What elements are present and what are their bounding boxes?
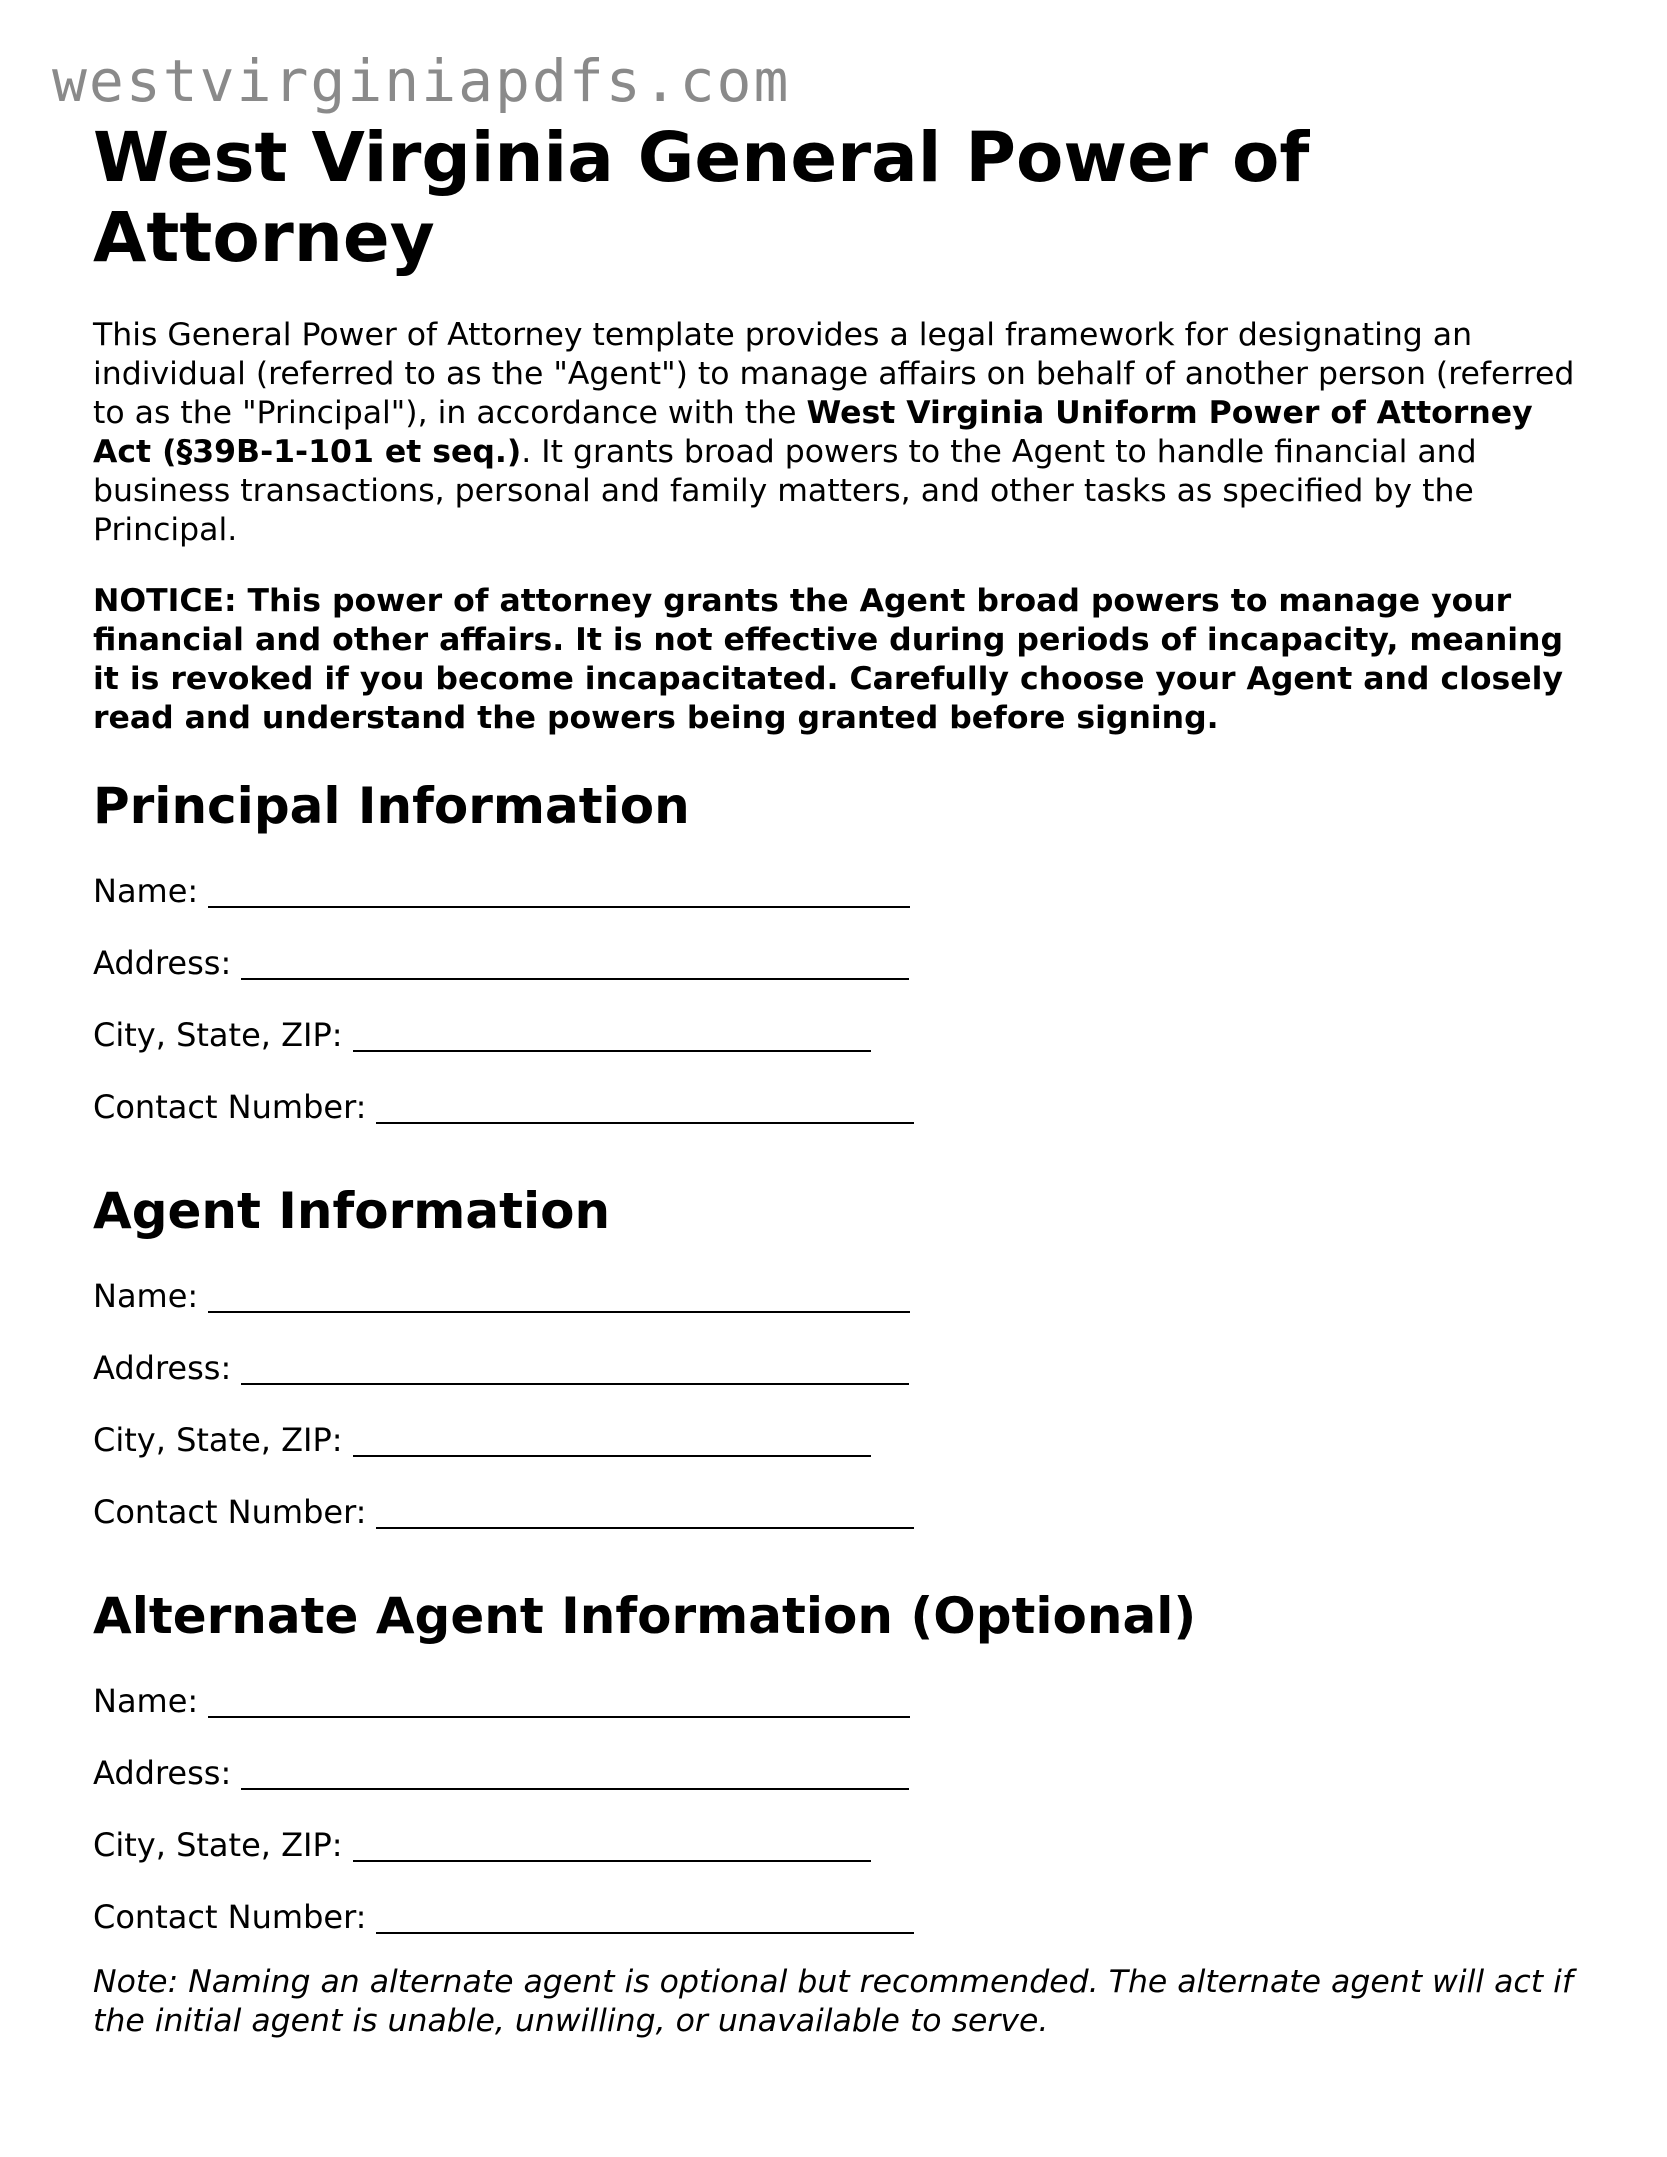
principal-city-state-zip-field[interactable] (93, 999, 1583, 1071)
alternate-agent-address-field[interactable] (93, 1737, 1583, 1809)
agent-address-line[interactable] (241, 1351, 909, 1385)
agent-section-heading: Agent Information (93, 1182, 611, 1240)
alternate-agent-fields (93, 1665, 1583, 1953)
principal-city-state-zip-line[interactable] (353, 1018, 871, 1052)
field-label: Contact Number: (93, 1898, 367, 1936)
alternate-agent-contact-number-line[interactable] (376, 1900, 914, 1934)
field-label: Address: (93, 1754, 232, 1792)
intro-paragraph (93, 316, 1583, 550)
field-label: Name: (93, 1682, 199, 1720)
field-label: Contact Number: (93, 1493, 367, 1531)
watermark: westvirginiapdfs.com (52, 47, 791, 115)
field-label: Address: (93, 944, 232, 982)
agent-contact-number-field[interactable] (93, 1476, 1583, 1548)
agent-name-line[interactable] (208, 1279, 910, 1313)
alternate-agent-note: Note: Naming an alternate agent is optional but recommended. The alternate agent will act if the initial agent is unable, unwilling, or unavailable to serve. (93, 1964, 1573, 2039)
field-label: Name: (93, 1277, 199, 1315)
intro-text-after: . It grants broad powers to the Agent to handle financial and business transactions, personal and family matters, and other tasks as specified by the Principal. (93, 434, 1477, 548)
principal-section-heading: Principal Information (93, 777, 690, 835)
notice-paragraph: NOTICE: This power of attorney grants the Agent broad powers to manage your financial and other affairs. It is not effective during periods of incapacity, meaning it is revoked if you become incapacitated. Carefully choose your Agent and closely read and understand the powers being granted before signing. (93, 583, 1564, 736)
field-label: City, State, ZIP: (93, 1826, 343, 1864)
principal-contact-number-field[interactable] (93, 1071, 1583, 1143)
field-label: City, State, ZIP: (93, 1421, 343, 1459)
agent-contact-number-line[interactable] (376, 1495, 914, 1529)
alternate-agent-city-state-zip-line[interactable] (353, 1828, 871, 1862)
document-page (93, 118, 1583, 2041)
act-citation: West Virginia Uniform Power of Attorney Act (§39B-1-101 et seq.) (93, 395, 1533, 470)
document-title: West Virginia General Power of Attorney (93, 118, 1310, 278)
principal-name-field[interactable] (93, 855, 1583, 927)
intro-text-before: This General Power of Attorney template provides a legal framework for designating an individual (referred to as the "Agent") to manage affairs on behalf of another person (referred to as the "Principal"), in accordance with the (93, 317, 1575, 431)
alternate-agent-name-field[interactable] (93, 1665, 1583, 1737)
agent-fields (93, 1260, 1583, 1548)
principal-address-field[interactable] (93, 927, 1583, 999)
principal-address-line[interactable] (241, 946, 909, 980)
principal-contact-number-line[interactable] (376, 1090, 914, 1124)
alternate-agent-contact-number-field[interactable] (93, 1881, 1583, 1953)
field-label: Name: (93, 872, 199, 910)
principal-name-line[interactable] (208, 874, 910, 908)
agent-address-field[interactable] (93, 1332, 1583, 1404)
alternate-agent-city-state-zip-field[interactable] (93, 1809, 1583, 1881)
principal-fields (93, 855, 1583, 1143)
agent-city-state-zip-field[interactable] (93, 1404, 1583, 1476)
agent-name-field[interactable] (93, 1260, 1583, 1332)
agent-city-state-zip-line[interactable] (353, 1423, 871, 1457)
alternate-agent-section-heading: Alternate Agent Information (Optional) (93, 1587, 1197, 1645)
field-label: Address: (93, 1349, 232, 1387)
field-label: City, State, ZIP: (93, 1016, 343, 1054)
alternate-agent-name-line[interactable] (208, 1684, 910, 1718)
field-label: Contact Number: (93, 1088, 367, 1126)
alternate-agent-address-line[interactable] (241, 1756, 909, 1790)
